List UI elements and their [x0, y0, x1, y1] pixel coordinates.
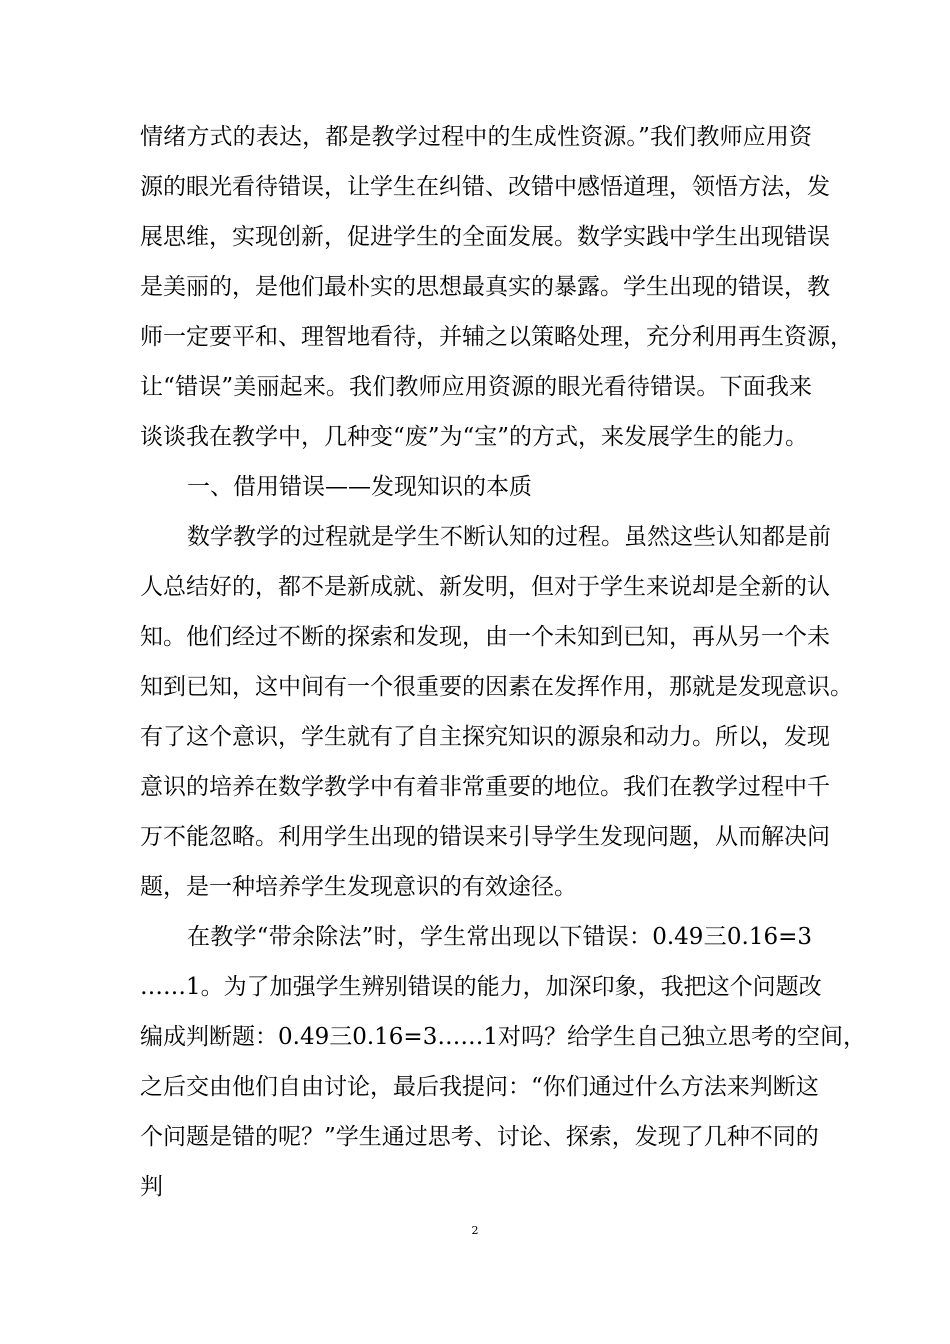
text-line: 让“错误”美丽起来。我们教师应用资源的眼光看待错误。下面我来: [140, 374, 812, 400]
text-line: 知到已知，这中间有一个很重要的因素在发挥作用，那就是发现意识。: [140, 674, 853, 700]
text-line: 之后交由他们自由讨论，最后我提问：“你们通过什么方法来判断这: [140, 1074, 819, 1100]
text-line: 展思维，实现创新，促进学生的全面发展。数学实践中学生出现错误: [140, 224, 830, 250]
text-line: 师一定要平和、理智地看待，并辅之以策略处理，充分利用再生资源，: [140, 324, 853, 350]
text-line: 源的眼光看待错误，让学生在纠错、改错中感悟道理，领悟方法，发: [140, 174, 830, 200]
text-line: 是美丽的，是他们最朴实的思想最真实的暴露。学生出现的错误，教: [140, 274, 830, 300]
text-line: 在教学“带余除法”时，学生常出现以下错误：0.49三0.16=3: [187, 924, 812, 950]
text-line: 数学教学的过程就是学生不断认知的过程。虽然这些认知都是前: [187, 524, 831, 550]
text-line: ……1。为了加强学生辨别错误的能力，加深印象，我把这个问题改: [140, 974, 822, 1000]
section-heading: 一、借用错误——发现知识的本质: [187, 474, 532, 500]
text-line: 题，是一种培养学生发现意识的有效途径。: [140, 874, 577, 900]
text-line: 有了这个意识，学生就有了自主探究知识的源泉和动力。所以，发现: [140, 724, 830, 750]
text-line: 情绪方式的表达，都是教学过程中的生成性资源。”我们教师应用资: [140, 124, 812, 150]
text-line: 判: [140, 1174, 163, 1200]
text-line: 谈谈我在教学中，几种变“废”为“宝”的方式，来发展学生的能力。: [140, 424, 809, 450]
text-line: 个问题是错的呢？”学生通过思考、讨论、探索，发现了几种不同的: [140, 1124, 819, 1150]
text-line: 万不能忽略。利用学生出现的错误来引导学生发现问题，从而解决问: [140, 824, 830, 850]
text-line: 编成判断题：0.49三0.16=3……1对吗？给学生自己独立思考的空间，: [140, 1024, 866, 1050]
text-line: 知。他们经过不断的探索和发现，由一个未知到已知，再从另一个未: [140, 624, 830, 650]
text-line: 意识的培养在数学教学中有着非常重要的地位。我们在教学过程中千: [140, 774, 830, 800]
page-number: 2: [471, 1224, 479, 1237]
text-line: 人总结好的，都不是新成就、新发明，但对于学生来说却是全新的认: [140, 574, 830, 600]
